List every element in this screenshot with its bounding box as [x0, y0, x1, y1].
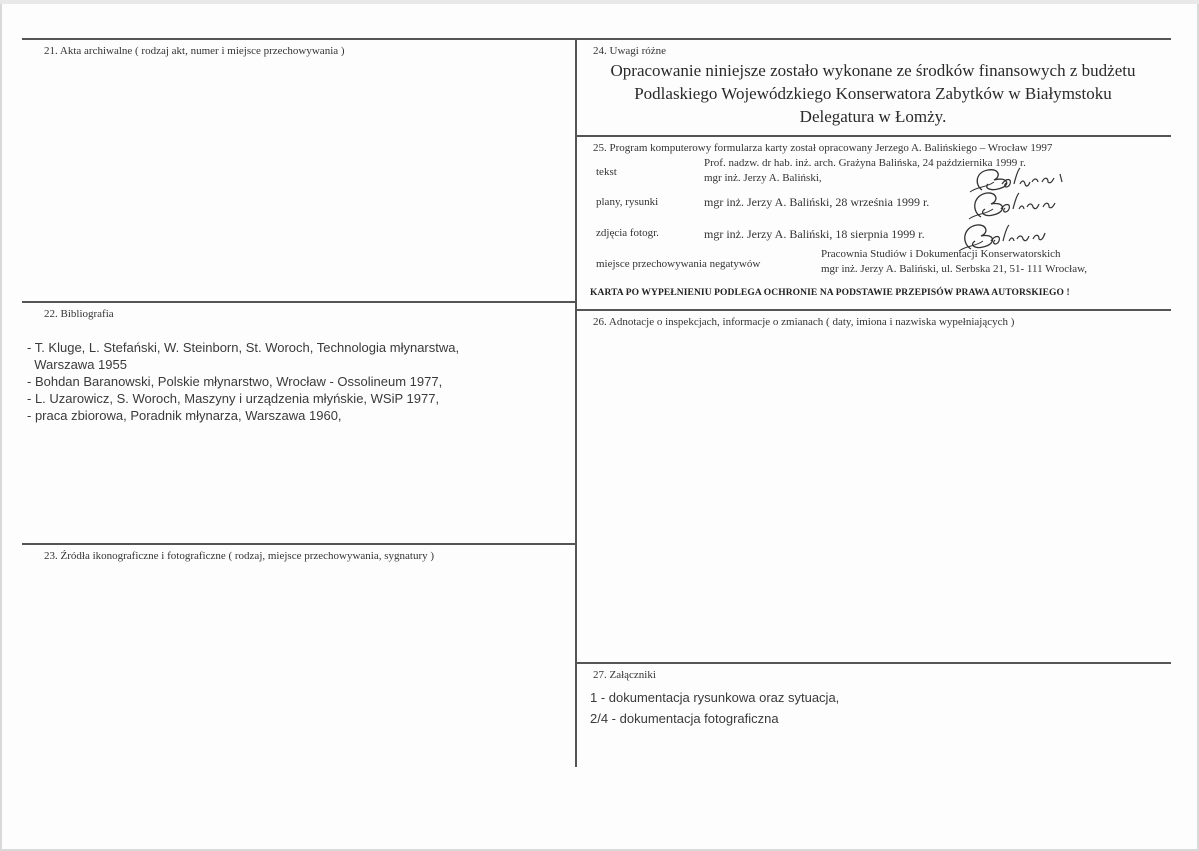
- bibliography-item: - praca zbiorowa, Poradnik młynarza, Warszawa 1960,: [27, 408, 342, 423]
- negatywy-line-2: mgr inż. Jerzy A. Baliński, ul. Serbska 21, 51- 111 Wrocław,: [821, 263, 1088, 275]
- remarks-line: Opracowanie niniejsze zostało wykonane ze środków finansowych z budżetu: [610, 61, 1136, 80]
- bibliography-item: - T. Kluge, L. Stefański, W. Steinborn, St. Woroch, Technologia młynarstwa,: [27, 340, 460, 355]
- handwritten-signature: [965, 187, 1075, 221]
- rule-26: [576, 309, 1171, 311]
- section-26-label: 26. Adnotacje o inspekcjach, informacje o zmianach ( daty, imiona i nazwiska wypełniających ): [593, 316, 1015, 328]
- rule-27: [576, 662, 1171, 664]
- zdjecia-value: mgr inż. Jerzy A. Baliński, 18 sierpnia 1999 r.: [704, 227, 925, 241]
- rule-25: [576, 135, 1171, 137]
- rule-22: [22, 301, 576, 303]
- section-24-label: 24. Uwagi różne: [593, 45, 667, 57]
- tekst-label: tekst: [596, 166, 617, 178]
- remarks-line: Delegatura w Łomży.: [799, 107, 947, 126]
- plany-value: mgr inż. Jerzy A. Baliński, 28 września 1999 r.: [704, 195, 930, 209]
- section-21-label: 21. Akta archiwalne ( rodzaj akt, numer i miejsce przechowywania ): [44, 45, 345, 57]
- negatywy-line-1: Pracownia Studiów i Dokumentacji Konserwatorskich: [821, 248, 1061, 260]
- plany-label: plany, rysunki: [596, 196, 659, 208]
- handwritten-signature: [957, 219, 1052, 253]
- bibliography-item: - L. Uzarowicz, S. Woroch, Maszyny i urządzenia młyńskie, WSiP 1977,: [27, 391, 440, 406]
- section-27-label: 27. Załączniki: [593, 669, 656, 681]
- center-divider: [575, 38, 577, 767]
- attachment-item: 1 - dokumentacja rysunkowa oraz sytuacja,: [590, 690, 840, 705]
- zdjecia-label: zdjęcia fotogr.: [596, 227, 659, 239]
- tekst-author-1: Prof. nadzw. dr hab. inż. arch. Grażyna Balińska, 24 października 1999 r.: [704, 157, 1026, 169]
- scan-edge: [0, 0, 1199, 4]
- remarks-line: Podlaskiego Wojewódzkiego Konserwatora Zabytków w Białymstoku: [634, 84, 1112, 103]
- section-22-label: 22. Bibliografia: [44, 308, 114, 320]
- bibliography-item: - Bohdan Baranowski, Polskie młynarstwo, Wrocław - Ossolineum 1977,: [27, 374, 443, 389]
- copyright-notice: KARTA PO WYPEŁNIENIU PODLEGA OCHRONIE NA PODSTAWIE PRZEPISÓW PRAWA AUTORSKIEGO !: [590, 288, 1070, 298]
- top-rule: [22, 38, 1171, 40]
- section-25-label: 25. Program komputerowy formularza karty został opracowany Jerzego A. Balińskiego – Wrocław 1997: [593, 142, 1053, 154]
- section-23-label: 23. Źródła ikonograficzne i fotograficzne ( rodzaj, miejsce przechowywania, sygnatury ): [44, 550, 435, 562]
- bibliography-item: Warszawa 1955: [27, 357, 127, 372]
- attachment-item: 2/4 - dokumentacja fotograficzna: [590, 711, 779, 726]
- negatywy-label: miejsce przechowywania negatywów: [596, 258, 761, 270]
- tekst-author-2: mgr inż. Jerzy A. Baliński,: [704, 172, 822, 184]
- rule-23: [22, 543, 576, 545]
